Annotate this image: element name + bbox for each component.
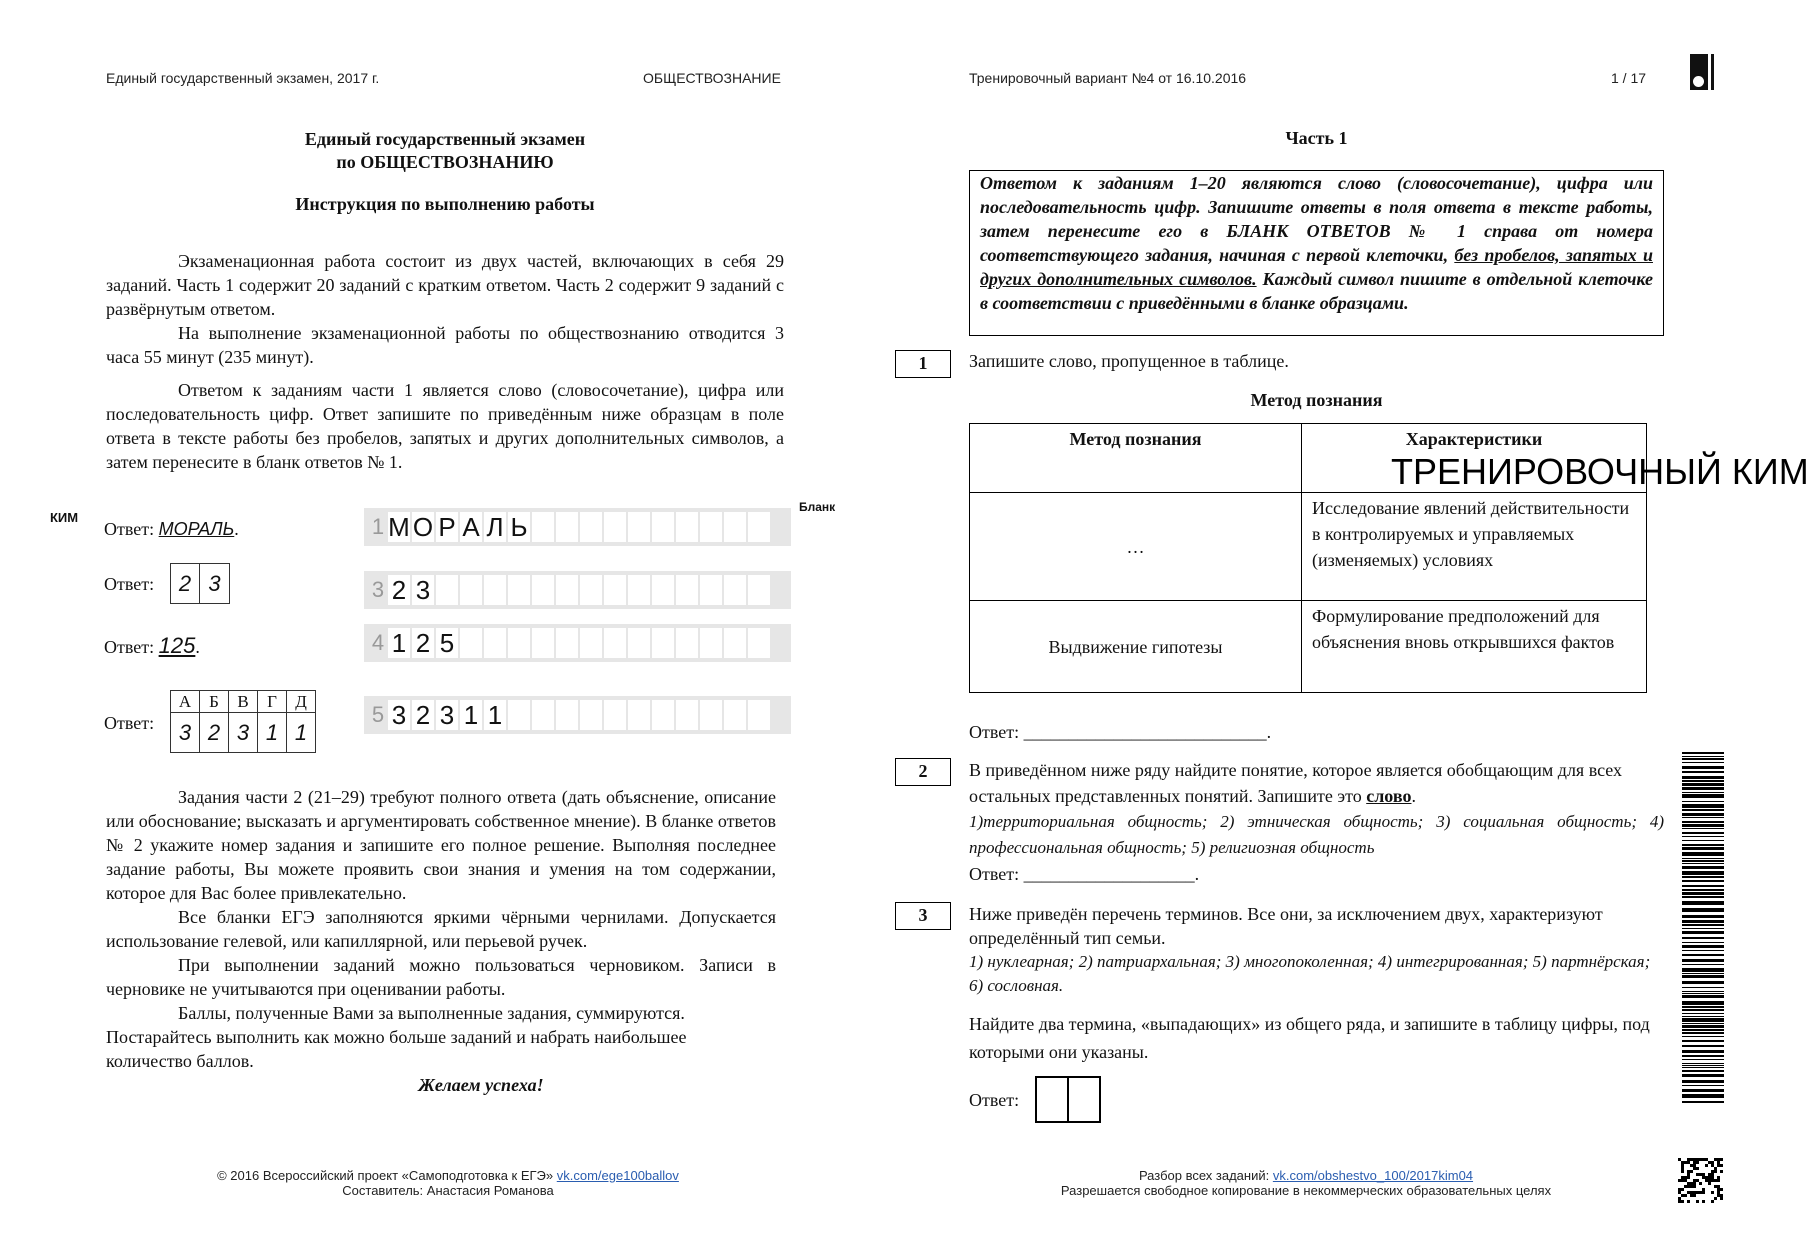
blank-cell <box>604 700 626 730</box>
blank-cell <box>604 512 626 542</box>
barcode-bar <box>1682 1016 1724 1017</box>
kim-value-cell: 1 <box>258 713 287 753</box>
barcode-bar <box>1682 858 1724 859</box>
blank-cell <box>460 575 482 605</box>
barcode-bar <box>1682 937 1724 939</box>
blank-cell <box>652 700 674 730</box>
table-header: Метод познания <box>970 424 1302 493</box>
barcode-bar <box>1682 968 1724 972</box>
blank-cell: 1 <box>460 700 482 730</box>
barcode-bar <box>1682 892 1724 895</box>
header-variant: Тренировочный вариант №4 от 16.10.2016 <box>969 70 1247 86</box>
blank-cell: 3 <box>412 575 434 605</box>
blank-cell <box>580 575 602 605</box>
barcode-bar <box>1682 771 1724 773</box>
barcode-bar <box>1682 783 1724 786</box>
kim-value-cell: 2 <box>200 713 229 753</box>
barcode-bar <box>1682 792 1724 793</box>
barcode-bar <box>1682 1006 1724 1008</box>
barcode-bar <box>1682 1023 1724 1024</box>
blank-cell <box>556 575 578 605</box>
blank-cell: М <box>388 512 410 542</box>
blank-cell <box>748 575 770 605</box>
blank-cell: 2 <box>412 700 434 730</box>
barcode-icon <box>1682 752 1724 1102</box>
part1-notice: Ответом к заданиям 1–20 являются слово (словосочетание), цифра или последовательность цифр. Запишите ответы в поля ответа в тексте работы, затем перенесите его в БЛАНК ОТВЕТОВ № 1 справа от номера соответствующего задания, начиная с первой клеточки, без пробелов, запятых и других дополнительных символов. Каждый символ пишите в отдельной клеточке в соответствии с приведёнными в бланке образцами. <box>969 170 1664 336</box>
blank-cell <box>628 512 650 542</box>
kim-label: КИМ <box>50 510 79 525</box>
blank-cell <box>604 575 626 605</box>
barcode-bar <box>1682 959 1724 962</box>
barcode-bar <box>1682 880 1724 882</box>
example-1-blank: 1 М О Р А Л Ь <box>364 508 791 546</box>
blank-cell <box>724 575 746 605</box>
barcode-bar <box>1682 1094 1724 1098</box>
barcode-bar <box>1682 964 1724 965</box>
answer-rules-paragraph: Ответом к заданиям части 1 является слово (словосочетание), цифра или последовательность цифр. Ответ запишите по приведённым ниже образцам в поле ответа в тексте работы без пробелов, запятых и других дополнительных символов, а затем перенесите в бланк ответов № 1. <box>106 380 784 472</box>
blank-cell <box>676 628 698 658</box>
task-3-number: 3 <box>895 902 951 930</box>
blank-cell: 2 <box>412 628 434 658</box>
task-1-text: Запишите слово, пропущенное в таблице. <box>969 351 1289 371</box>
barcode-bar <box>1682 1032 1724 1034</box>
barcode-bar <box>1682 809 1724 811</box>
barcode-bar <box>1682 871 1724 875</box>
barcode-bar <box>1682 1063 1724 1064</box>
blank-cell <box>484 628 506 658</box>
barcode-bar <box>1682 776 1724 779</box>
barcode-bar <box>1682 915 1724 918</box>
blank-cell <box>748 512 770 542</box>
blank-cell: 1 <box>388 628 410 658</box>
blank-cell <box>508 628 530 658</box>
time-paragraph: На выполнение экзаменационной работы по обществознанию отводится 3 часа 55 минут (235 минут). <box>106 323 784 367</box>
blank-cell: О <box>412 512 434 542</box>
exam-subtitle: по ОБЩЕСТВОЗНАНИЮ <box>336 152 554 172</box>
barcode-bar <box>1682 752 1724 754</box>
footer-link-analysis[interactable]: vk.com/obshestvo_100/2017kim04 <box>1272 1168 1474 1183</box>
barcode-bar <box>1682 1013 1724 1014</box>
barcode-bar <box>1682 824 1724 827</box>
barcode-bar <box>1682 885 1724 887</box>
barcode-bar <box>1682 1001 1724 1005</box>
example-2-label: Ответ: <box>104 574 155 594</box>
blank-cell <box>532 575 554 605</box>
blank-cell <box>724 700 746 730</box>
blank-cell <box>580 628 602 658</box>
barcode-bar <box>1682 801 1724 802</box>
blank-cell: 5 <box>436 628 458 658</box>
task-3-answer-label: Ответ: <box>969 1090 1020 1110</box>
blank-cell <box>652 575 674 605</box>
blank-cell <box>628 700 650 730</box>
blank-cell <box>676 700 698 730</box>
blank-cell <box>460 628 482 658</box>
blank-cell <box>676 512 698 542</box>
task-1-number: 1 <box>895 350 951 378</box>
kim-value-cell: 1 <box>287 713 316 753</box>
blank-cell <box>556 512 578 542</box>
footer-copyright: © 2016 Всероссийский проект «Самоподготовка к ЕГЭ» vk.com/ege100ballov <box>217 1168 679 1183</box>
barcode-bar <box>1682 1070 1724 1072</box>
barcode-bar <box>1682 1018 1724 1022</box>
barcode-bar <box>1682 758 1724 760</box>
blank-cell: Ь <box>508 512 530 542</box>
score-paragraph: Баллы, полученные Вами за выполненные задания, суммируются. Постарайтесь выполнить как можно больше заданий и набрать наибольшее количество баллов. <box>106 1003 687 1071</box>
table-cell: Формулирование предположений для объяснения вновь открывшихся фактов <box>1302 601 1647 693</box>
blank-cell <box>748 700 770 730</box>
blank-cell: Л <box>484 512 506 542</box>
barcode-bar <box>1682 852 1724 856</box>
blank-cell <box>724 628 746 658</box>
blank-cell <box>580 700 602 730</box>
blank-cell <box>532 628 554 658</box>
example-2-kim-boxes: 2 3 <box>170 563 230 604</box>
barcode-bar <box>1682 1089 1724 1092</box>
example-3-answer: Ответ: 125. <box>104 633 200 658</box>
blank-cell <box>676 575 698 605</box>
barcode-bar <box>1682 766 1724 769</box>
barcode-bar <box>1682 973 1724 974</box>
kim-header-cell: Д <box>287 691 316 713</box>
table-cell: Исследование явлений действительности в контролируемых и управляемых (изменяемых) условиях <box>1302 493 1647 601</box>
barcode-bar <box>1682 836 1724 837</box>
example-2-blank: 3 2 3 <box>364 571 791 609</box>
barcode-bar <box>1682 945 1724 948</box>
barcode-bar <box>1682 950 1724 951</box>
barcode-bar <box>1682 860 1724 862</box>
blank-cell <box>508 700 530 730</box>
blank-cell <box>604 628 626 658</box>
qr-code-icon <box>1678 1158 1723 1203</box>
barcode-bar <box>1682 991 1724 992</box>
draft-paragraph: При выполнении заданий можно пользоваться черновиком. Записи в черновике не учитываются при оценивании работы. <box>106 955 776 999</box>
barcode-bar <box>1682 987 1724 988</box>
blank-cell: Р <box>436 512 458 542</box>
table-header: Характеристики <box>1302 424 1647 493</box>
blank-cell <box>700 628 722 658</box>
barcode-bar <box>1682 993 1724 994</box>
barcode-bar <box>1682 1080 1724 1083</box>
instructions-title: Инструкция по выполнению работы <box>295 194 595 214</box>
blank-cell <box>556 700 578 730</box>
kim-value-cell: 3 <box>229 713 258 753</box>
blank-cell: 2 <box>388 575 410 605</box>
intro-paragraph: Экзаменационная работа состоит из двух частей, включающих в себя 29 заданий. Часть 1 содержит 20 заданий с кратким ответом. Часть 2 содержит 9 заданий с развёрнутым ответом. <box>106 251 784 319</box>
exam-title: Единый государственный экзамен <box>304 129 586 149</box>
barcode-bar <box>1682 931 1724 934</box>
barcode-bar <box>1682 863 1724 864</box>
barcode-bar <box>1682 995 1724 998</box>
blank-cell <box>628 628 650 658</box>
barcode-bar <box>1682 817 1724 818</box>
barcode-bar <box>1682 942 1724 943</box>
blank-cell: А <box>460 512 482 542</box>
task-3-instruction: Найдите два термина, «выпадающих» из общего ряда, и запишите в таблицу цифры, под которыми они указаны. <box>969 1014 1650 1062</box>
example-4-label: Ответ: <box>104 713 155 733</box>
barcode-bar <box>1682 920 1724 923</box>
part2-paragraph: Задания части 2 (21–29) требуют полного ответа (дать объяснение, описание или обоснование; высказать и аргументировать собственное мнение). В бланке ответов № 2 укажите номер задания и запишите его полное решение. Выполняя последнее задание работы, Вы можете проявить свои знания и умения на том содержании, которое для Вас более привлекательно. <box>106 787 776 903</box>
barcode-bar <box>1682 847 1724 850</box>
barcode-bar <box>1682 889 1724 891</box>
barcode-bar <box>1682 975 1724 978</box>
kim-value-cell: 3 <box>171 713 200 753</box>
barcode-bar <box>1682 813 1724 816</box>
barcode-bar <box>1682 1050 1724 1053</box>
barcode-bar <box>1682 901 1724 905</box>
blank-cell <box>580 512 602 542</box>
table-caption: Метод познания <box>1250 390 1383 410</box>
barcode-bar <box>1682 1065 1724 1066</box>
table-cell: … <box>970 493 1302 601</box>
barcode-bar <box>1682 1085 1724 1086</box>
footer-link-ege100[interactable]: vk.com/ege100ballov <box>556 1168 679 1183</box>
barcode-bar <box>1682 1101 1724 1103</box>
barcode-bar <box>1682 1055 1724 1057</box>
barcode-bar <box>1682 821 1724 823</box>
table-cell: Выдвижение гипотезы <box>970 601 1302 693</box>
barcode-bar <box>1682 794 1724 798</box>
example-1-answer: Ответ: МОРАЛЬ. <box>104 519 239 539</box>
barcode-bar <box>1682 804 1724 808</box>
barcode-bar <box>1682 928 1724 929</box>
barcode-bar <box>1682 832 1724 834</box>
barcode-bar <box>1682 896 1724 898</box>
corner-marker-icon <box>1690 54 1714 90</box>
blank-cell <box>484 575 506 605</box>
blank-cell <box>724 512 746 542</box>
barcode-bar <box>1682 1009 1724 1011</box>
task-2-text: В приведённом ниже ряду найдите понятие, которое является обобщающим для всех остальных представленных понятий. Запишите это слово. <box>969 760 1623 806</box>
blank-cell <box>700 512 722 542</box>
barcode-bar <box>1682 787 1724 790</box>
blank-cell: 3 <box>436 700 458 730</box>
barcode-bar <box>1682 1025 1724 1028</box>
ink-paragraph: Все бланки ЕГЭ заполняются яркими чёрными чернилами. Допускается использование гелевой, или капиллярной, или перьевой ручек. <box>106 907 776 951</box>
header-exam: Единый государственный экзамен, 2017 г. <box>106 70 380 86</box>
barcode-bar <box>1682 780 1724 782</box>
blank-cell: 1 <box>484 700 506 730</box>
barcode-bar <box>1682 828 1724 829</box>
footer-license: Разрешается свободное копирование в некоммерческих образовательных целях <box>1060 1183 1552 1198</box>
task-2-number: 2 <box>895 758 951 786</box>
barcode-bar <box>1682 840 1724 841</box>
part-title: Часть 1 <box>1285 128 1348 148</box>
barcode-bar <box>1682 1040 1724 1042</box>
kim-header-cell: А <box>171 691 200 713</box>
example-4-blank: 5 3 2 3 1 1 <box>364 696 791 734</box>
blank-cell <box>652 628 674 658</box>
wish-text: Желаем успеха! <box>418 1075 544 1095</box>
blank-cell <box>436 575 458 605</box>
barcode-bar <box>1682 954 1724 956</box>
blank-cell <box>700 575 722 605</box>
blank-cell <box>700 700 722 730</box>
barcode-bar <box>1682 1029 1724 1031</box>
kim-header-cell: Г <box>258 691 287 713</box>
barcode-bar <box>1682 924 1724 926</box>
blank-cell <box>508 575 530 605</box>
blank-cell <box>556 628 578 658</box>
barcode-bar <box>1682 762 1724 763</box>
barcode-bar <box>1682 866 1724 869</box>
blank-label: Бланк <box>799 500 836 514</box>
barcode-bar <box>1682 1074 1724 1077</box>
footer-analysis: Разбор всех заданий: vk.com/obshestvo_100/2017kim04 <box>1138 1168 1474 1183</box>
barcode-bar <box>1682 981 1724 984</box>
barcode-bar <box>1682 876 1724 878</box>
blank-cell <box>652 512 674 542</box>
barcode-bar <box>1682 1036 1724 1037</box>
blank-cell: 3 <box>388 700 410 730</box>
watermark: ТРЕНИРОВОЧНЫЙ КИМ <box>1391 451 1809 492</box>
barcode-bar <box>1682 844 1724 846</box>
barcode-bar <box>1682 1059 1724 1060</box>
page-number: 1 / 17 <box>1611 70 1647 86</box>
example-3-blank: 4 1 2 5 <box>364 624 791 662</box>
task-3-answer-boxes[interactable] <box>1035 1076 1101 1123</box>
barcode-bar <box>1682 1045 1724 1047</box>
blank-cell <box>748 628 770 658</box>
blank-cell <box>532 700 554 730</box>
task-3-options: 1) нуклеарная; 2) патриархальная; 3) многопоколенная; 4) интегрированная; 5) партнёрская; 6) сословная. <box>969 952 1651 995</box>
barcode-bar <box>1682 1067 1724 1068</box>
blank-cell <box>628 575 650 605</box>
task-1-answer: Ответ: ___________________________. <box>969 722 1272 742</box>
barcode-bar <box>1682 756 1724 757</box>
task-3-text: Ниже приведён перечень терминов. Все они, за исключением двух, характеризуют определённый тип семьи. <box>969 904 1603 948</box>
header-subject: ОБЩЕСТВОЗНАНИЕ <box>643 70 781 86</box>
example-4-kim-table <box>170 690 316 753</box>
kim-header-cell: В <box>229 691 258 713</box>
kim-header-cell: Б <box>200 691 229 713</box>
footer-author: Составитель: Анастасия Романова <box>342 1183 554 1198</box>
task-2-answer: Ответ: ___________________. <box>969 864 1200 884</box>
barcode-bar <box>1682 908 1724 912</box>
blank-cell <box>532 512 554 542</box>
task-2-options: 1)территориальная общность; 2) этническая общность; 3) социальная общность; 4) профессиональная общность; 5) религиозная общность <box>969 812 1664 857</box>
